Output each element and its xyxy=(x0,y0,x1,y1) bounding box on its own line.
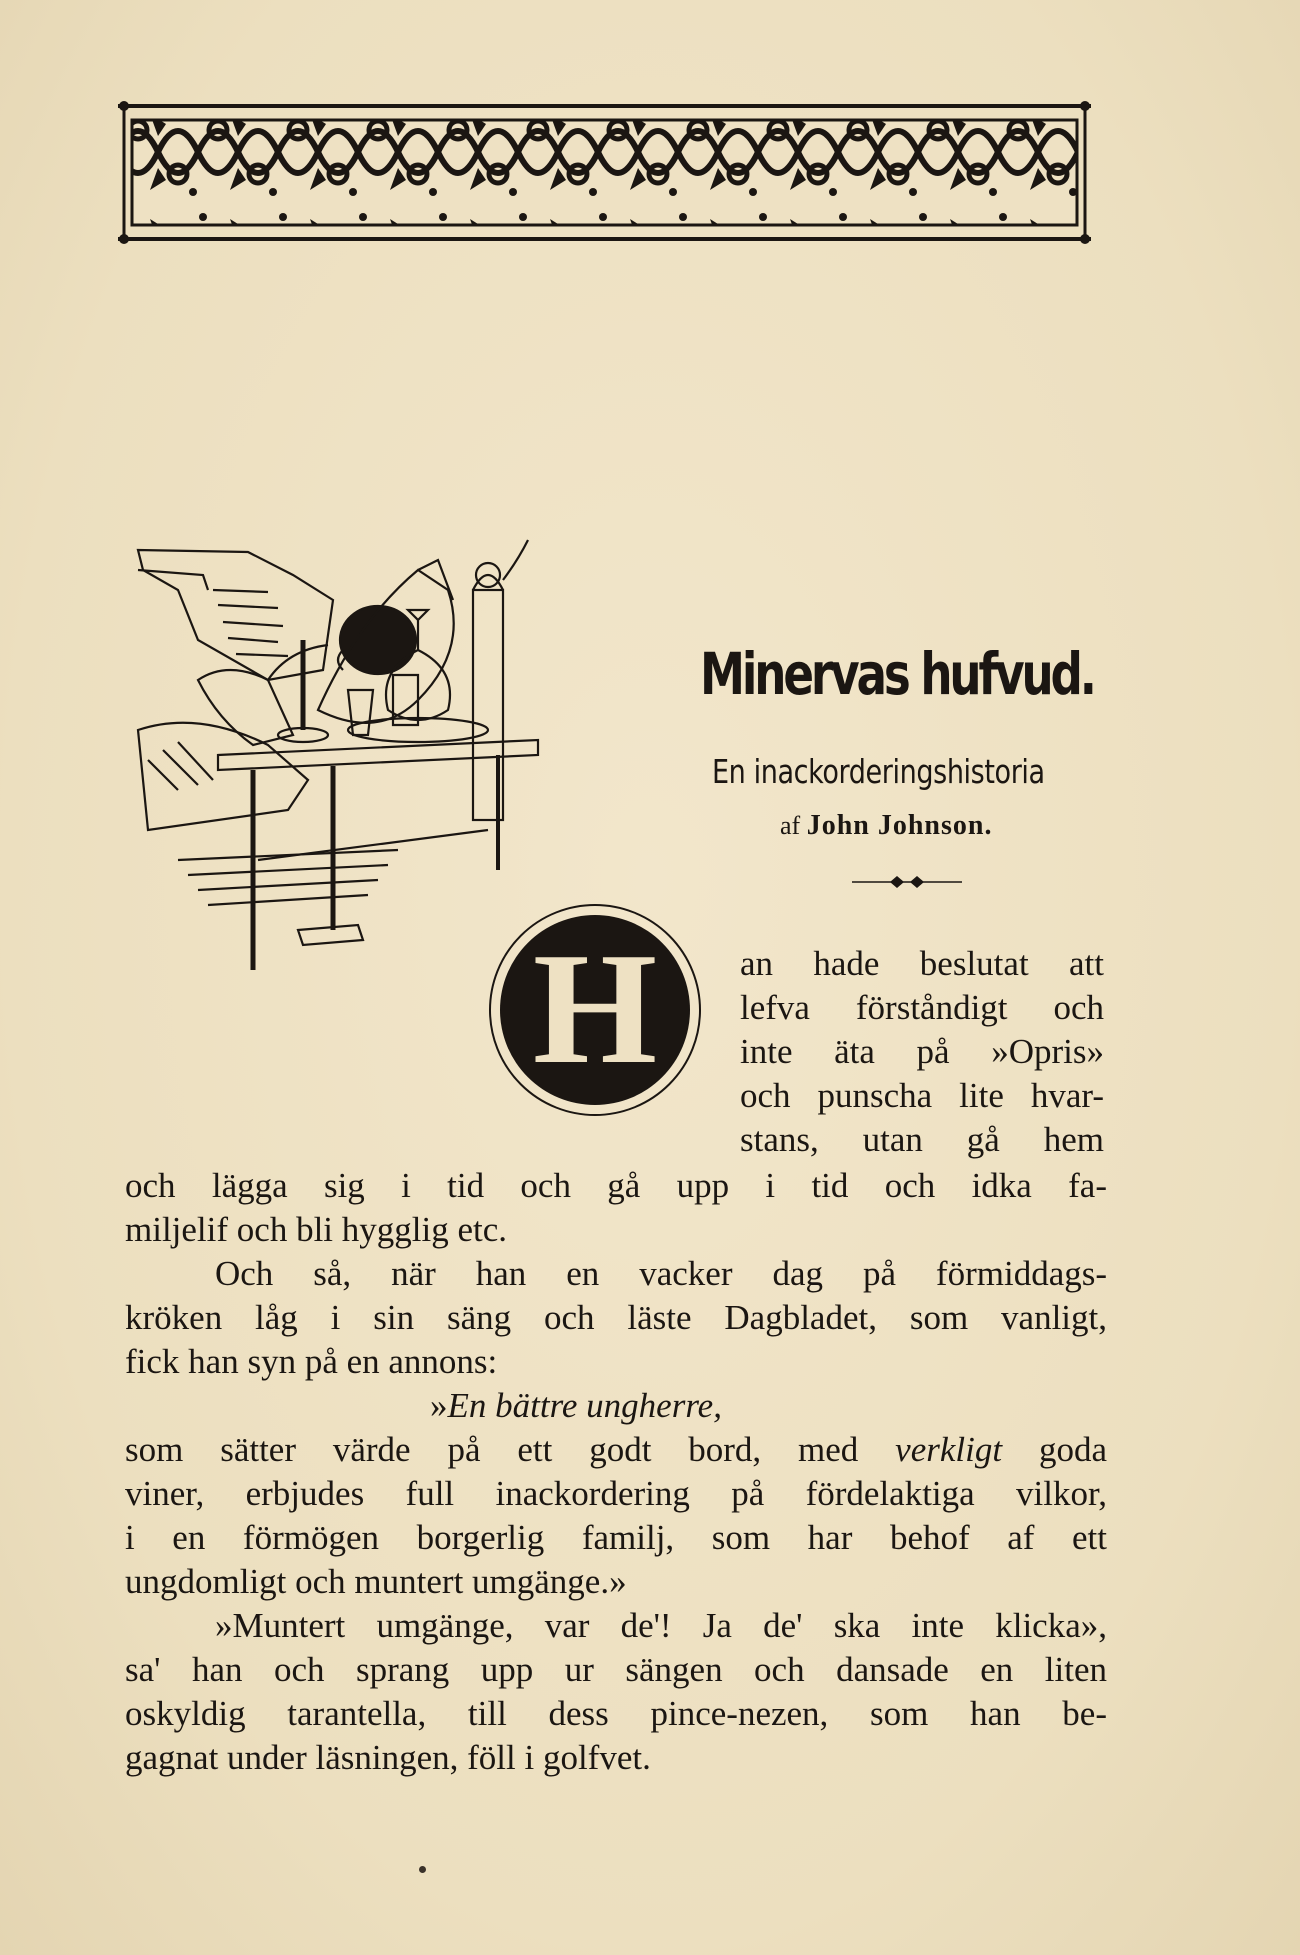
text-line: och punscha lite hvar- xyxy=(740,1076,1104,1115)
text-line: »Muntert umgänge, var de'! Ja de' ska inte klicka», xyxy=(215,1606,1107,1645)
text-line: viner, erbjudes full inackordering på fördelaktiga vilkor, xyxy=(125,1474,1107,1513)
emphasis-word: verkligt xyxy=(895,1430,1003,1469)
text-line: inte äta på »Opris» xyxy=(740,1032,1104,1071)
ad-open-quote: » xyxy=(430,1386,448,1425)
dropcap-ornament xyxy=(475,890,720,1135)
text-line: i en förmögen borgerlig familj, som har behof af ett xyxy=(125,1518,1107,1557)
text-line: oskyldig tarantella, till dess pince-nezen, som han be- xyxy=(125,1694,1107,1733)
text-fragment: goda xyxy=(1002,1430,1107,1469)
text-line: fick han syn på en annons: xyxy=(125,1342,498,1381)
dropcap-wrap-paragraph xyxy=(740,942,1104,1162)
text-line: sa' han och sprang upp ur sängen och dansade en liten xyxy=(125,1650,1107,1689)
text-line: an hade beslutat att xyxy=(740,944,1104,983)
author-name: John Johnson. xyxy=(806,810,993,841)
story-title: Minervas hufvud. xyxy=(700,640,1094,708)
byline-prefix: af xyxy=(780,811,801,840)
text-line: gagnat under läsningen, föll i golfvet. xyxy=(125,1738,651,1777)
paper-speck xyxy=(419,1866,426,1873)
text-fragment: som sätter värde på ett godt bord, med xyxy=(125,1430,896,1469)
text-line: och lägga sig i tid och gå upp i tid och idka fa- xyxy=(125,1166,1107,1205)
text-line: Och så, när han en vacker dag på förmiddags- xyxy=(215,1254,1107,1293)
body-text xyxy=(125,1164,1107,1780)
story-subtitle: En inackorderingshistoria xyxy=(712,752,1045,791)
text-line: ungdomligt och muntert umgänge.» xyxy=(125,1562,627,1601)
text-line: miljelif och bli hygglig etc. xyxy=(125,1210,508,1249)
section-divider-ornament xyxy=(852,872,962,892)
text-line: lefva förståndigt och xyxy=(740,988,1104,1027)
ad-heading: En bättre ungherre, xyxy=(447,1386,722,1425)
text-line: stans, utan gå hem xyxy=(740,1120,1104,1159)
ornamental-header-band xyxy=(118,100,1091,245)
byline xyxy=(780,810,992,842)
ad-heading-line xyxy=(125,1384,1107,1428)
dropcap-letter: H xyxy=(532,919,658,1097)
text-line: kröken låg i sin säng och läste Dagbladet, som vanligt, xyxy=(125,1298,1107,1337)
text-line xyxy=(125,1428,1107,1472)
